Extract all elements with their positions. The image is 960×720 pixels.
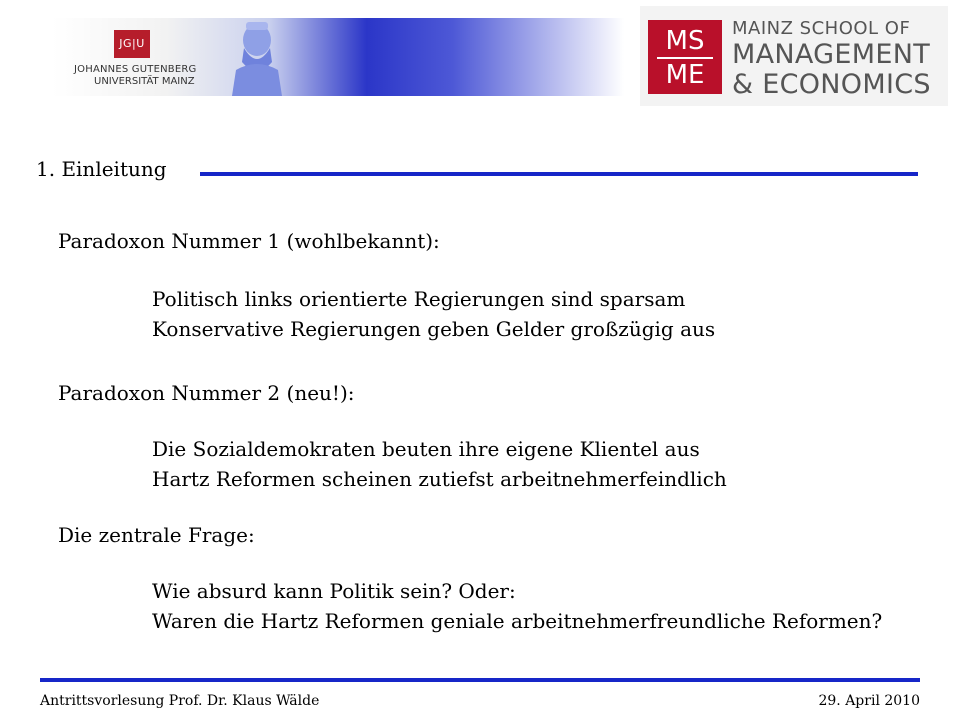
jgu-logo-line1: JOHANNES GUTENBERG — [74, 64, 197, 75]
msme-line2: MANAGEMENT — [732, 39, 930, 70]
jgu-logo-mark: JG|U — [114, 30, 150, 58]
paradox2-item-1: Die Sozialdemokraten beuten ihre eigene Klientel aus — [152, 437, 700, 461]
msme-abbr-bottom: ME — [665, 60, 705, 90]
msme-logo — [640, 6, 948, 106]
footer-presenter: Antrittsvorlesung Prof. Dr. Klaus Wälde — [40, 693, 320, 709]
question-item-2: Waren die Hartz Reformen geniale arbeitnehmerfreundliche Reformen? — [152, 609, 883, 633]
question-heading: Die zentrale Frage: — [58, 523, 255, 547]
section-title: 1. Einleitung — [36, 157, 167, 181]
paradox2-item-2: Hartz Reformen scheinen zutiefst arbeitnehmerfeindlich — [152, 467, 727, 491]
msme-line1: MAINZ SCHOOL OF — [732, 18, 911, 39]
paradox1-heading: Paradoxon Nummer 1 (wohlbekannt): — [58, 229, 440, 253]
title-divider — [200, 172, 918, 176]
gutenberg-statue-image — [222, 18, 292, 96]
paradox1-item-2: Konservative Regierungen geben Gelder großzügig aus — [152, 317, 716, 341]
msme-logo-mark — [648, 20, 722, 94]
paradox2-heading: Paradoxon Nummer 2 (neu!): — [58, 381, 355, 405]
footer-divider — [40, 678, 920, 682]
jgu-logo-line2: UNIVERSITÄT MAINZ — [94, 76, 195, 87]
footer-date: 29. April 2010 — [818, 693, 920, 709]
paradox1-item-1: Politisch links orientierte Regierungen sind sparsam — [152, 287, 686, 311]
msme-abbr-top: MS — [665, 26, 705, 56]
msme-line3: & ECONOMICS — [732, 69, 931, 100]
jgu-logo — [74, 30, 200, 90]
question-item-1: Wie absurd kann Politik sein? Oder: — [152, 579, 516, 603]
